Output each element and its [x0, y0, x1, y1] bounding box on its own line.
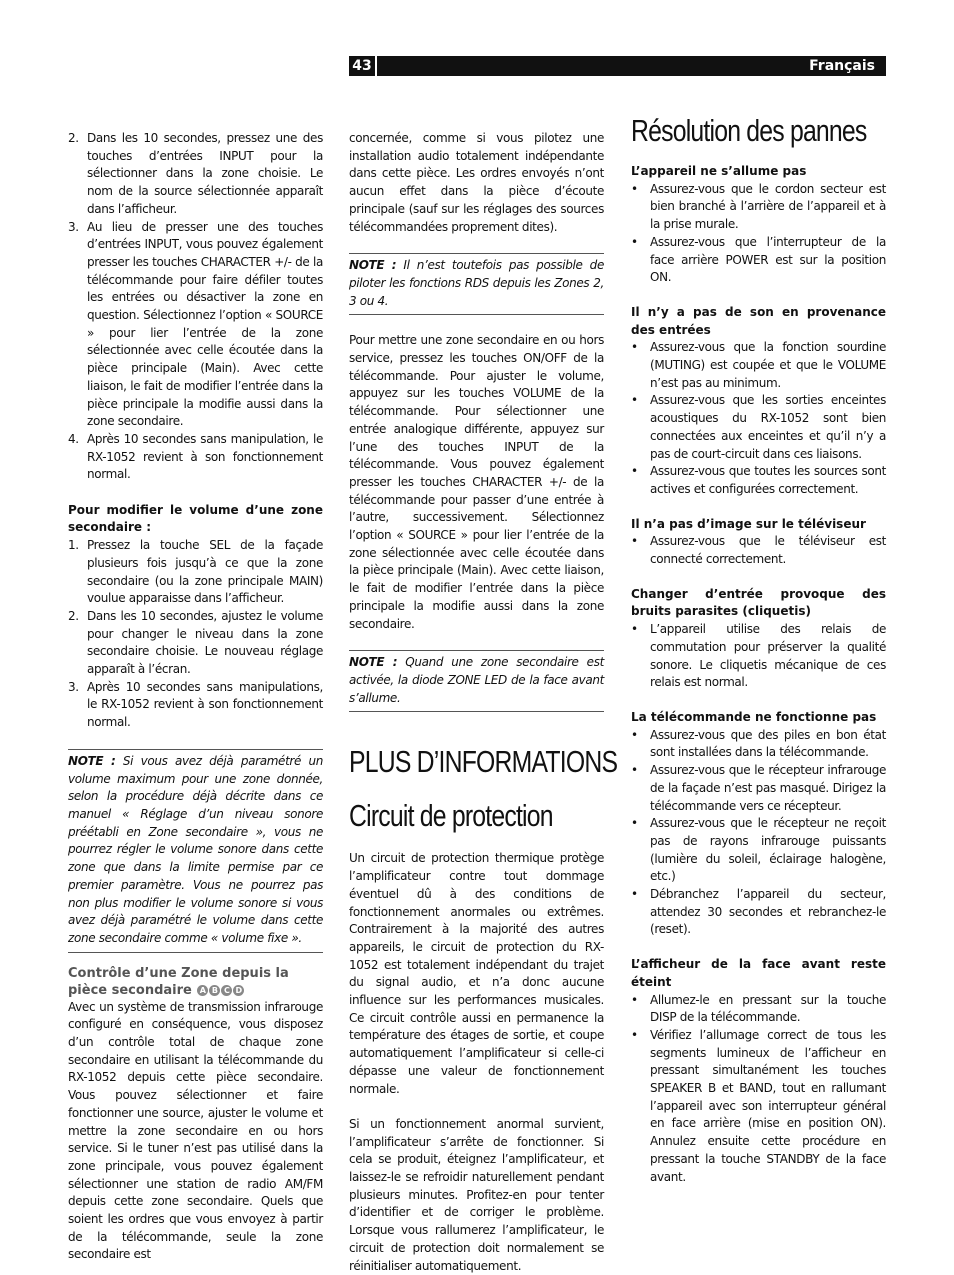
list-item: 2. Dans les 10 secondes, ajustez le volume pour changer le niveau dans la zone secondaire choisie. Le nouveau réglage apparaît à l’écran. [68, 608, 323, 677]
continuation-paragraph: concernée, comme si vous pilotez une installation audio totalement indépendante dans cette pièce. Les ordres envoyés n’ont aucun effet dans la pièce d’écoute principale (sauf sur les réglages des sources télécommandées proprement dites). [349, 131, 604, 234]
control-heading: Contrôle d’une Zone depuis la pièce secondaire A B C D [68, 965, 289, 998]
control-paragraph: Avec un système de transmission infrarouge configuré en conséquence, vous disposez d’un contrôle total de chaque zone secondaire en utilisant la télécommande du RX-1052 depuis cette pièce secondaire. Vous pouvez sélectionner et faire fonctionner une source, ajuster le volume et mettre la zone secondaire en ou hors service. Si le tuner n’est pas utilisé dans la zone principale, vous pouvez également sélectionner une station de radio AM/FM depuis cette zone secondaire. Quels que soient les ordres que vous envoyez à partir de la télécommande, seule la zone secondaire est [68, 999, 323, 1262]
troubleshooting-title: Résolution des pannes [631, 113, 867, 148]
bullet-list [631, 339, 886, 498]
bullet-list [631, 181, 886, 287]
list-item: 3. Au lieu de presser une des touches d’entrées INPUT, vous pouvez également presser les touches CHARACTER +/- de la télécommande pour faire défiler toutes les entrées ou désactiver la zone en question. Sélectionnez l’option « SOURCE » pour lier l’entrée de la zone sélectionnée avec celle écoutée dans la pièce principale (Main). Avec cette liaison, le fait de modifier l’entrée dans la pièce principale la modifie aussi dans la zone secondaire. [68, 219, 323, 429]
zone-steps-list [68, 130, 323, 484]
list-item: • Débranchez l’appareil du secteur, attendez 30 secondes et rebranchez-le (reset). [631, 887, 886, 937]
bullet-list [631, 727, 886, 939]
onoff-paragraph: Pour mettre une zone secondaire en ou hors service, pressez les touches ON/OFF de la télécommande. Pour ajuster le volume, appuyez sur les touches VOLUME de la télécommande. Pour sélectionner une entrée analogique différente, appuyez sur l’une des touches INPUT de la télécommande. Vous pouvez également presser les touches CHARACTER +/- de la télécommande pour passer d’une entrée à l’autre, successivement. Sélectionnez l’option « SOURCE » pour lier l’entrée de la zone sélectionnée avec celle écoutée dans la pièce principale (Main). Avec cette liaison, le fait de modifier l’entrée dans la pièce principale la modifie aussi dans la zone secondaire. [349, 333, 604, 631]
list-item: 3. Après 10 secondes sans manipulations, le RX-1052 revient à son fonctionnement normal. [68, 679, 323, 730]
volume-note: NOTE : Si vous avez déjà paramétré un volume maximum pour une zone donnée, selon la procédure déjà décrite dans ce manuel « Réglage d’un niveau sonore préétabli en Zone secondaire », vous ne pourrez régler le volume sonore dans cette zone que dans la limite permise par ce premier paramètre. Vous ne pourrez pas non plus modifier le volume sonore si vous avez déjà paramétré le volume dans cette zone secondaire comme « volume fixe ». [68, 749, 323, 953]
more-info-title: PLUS D’INFORMATIONS [349, 744, 618, 780]
column-3 [631, 112, 886, 1186]
protection-title: Circuit de protection [349, 798, 553, 834]
list-item: 4. Après 10 secondes sans manipulation, le RX-1052 revient à son fonctionnement normal. [68, 431, 323, 482]
bullet-list [631, 533, 886, 568]
bullet-list [631, 621, 886, 692]
zone-led-note: NOTE : Quand une zone secondaire est activée, la diode ZONE LED de la face avant s’allume. [349, 650, 604, 712]
protection-paragraph-2: Si un fonctionnement anormal survient, l’amplificateur s’arrête de fonctionner. Si cela se produit, éteignez l’amplificateur, et laissez-le se refroidir naturellement pendant plusieurs minutes. Profitez-en pour tenter d’identifier et de corriger le problème. Lorsque vous rallumerez l’amplificateur, le circuit de protection doit normalement se réinitialiser automatiquement. [349, 1116, 604, 1273]
list-item: 2. Dans les 10 secondes, pressez une des touches d’entrées INPUT pour la sélectionner dans la zone choisie. Le nom de la source sélectionnée apparaît dans l’afficheur. [68, 131, 323, 216]
list-item: • Assurez-vous que les sorties enceintes acoustiques du RX-1052 sont bien connectées aux enceintes et qu’il n’y a pas de court-circuit dans ces liaisons. [631, 393, 886, 461]
section-heading: Il n’a pas d’image sur le téléviseur [631, 516, 866, 531]
section-heading: La télécommande ne fonctionne pas [631, 709, 877, 724]
list-item: • Assurez-vous que le récepteur infrarouge de la façade n’est pas masqué. Dirigez la télécommande vers ce récepteur. [631, 763, 886, 813]
list-item: • Assurez-vous que des piles en bon état sont installées dans la télécommande. [631, 727, 886, 760]
list-item: • Assurez-vous que la fonction sourdine (MUTING) est coupée et que le VOLUME n’est pas au minimum. [631, 340, 886, 390]
list-item: • Assurez-vous que le récepteur ne reçoit pas de rayons infrarouge puissants (lumière du soleil, éclairage halogène, etc.) [631, 816, 886, 884]
zone-badges: A B C D [196, 983, 244, 998]
section-heading: L’afficheur de la face avant reste éteint [631, 957, 886, 989]
list-item: • Assurez-vous que toutes les sources sont actives et configurées correctement. [631, 464, 886, 496]
volume-heading: Pour modifier le volume d’une zone secondaire : [68, 502, 323, 535]
list-item: 1. Pressez la touche SEL de la façade plusieurs fois jusqu’à ce que la zone secondaire (ou la zone principale MAIN) voulue apparaisse dans l’afficheur. [68, 538, 323, 606]
bullet-list [631, 992, 886, 1187]
list-item: • Allumez-le en pressant sur la touche DISP de la télécommande. [631, 992, 886, 1025]
list-item: • L’appareil utilise des relais de commutation pour préserver la qualité sonore. Le cliquetis mécanique de ces relais est normal. [631, 622, 886, 690]
section-heading: Changer d’entrée provoque des bruits parasites (cliquetis) [631, 586, 886, 619]
list-item: • Assurez-vous que le téléviseur est connecté correctement. [631, 534, 886, 567]
page-number: 43 [349, 56, 375, 76]
list-item: • Assurez-vous que l’interrupteur de la face arrière POWER est sur la position ON. [631, 234, 886, 285]
list-item: • Vérifiez l’allumage correct de tous les segments lumineux de l’afficheur en pressant simultanément les touches SPEAKER B et BAND, tout en rallumant l’appareil avec son interrupteur général en face arrière (mise en position ON). Annulez ensuite cette procédure en pressant la touche STANDBY de la face avant. [631, 1027, 886, 1184]
protection-paragraph-1: Un circuit de protection thermique protège l’amplificateur contre tout dommage éventuel dû à des conditions de fonctionnement anormales ou extrêmes. Contrairement à la majorité des autres appareils, le circuit de protection du RX-1052 est totalement indépendant du trajet du signal audio, et n’a donc aucune influence sur les performances musicales. Ce circuit contrôle aussi en permanence la température des étages de sortie, et coupe automatiquement l’amplificateur si celle-ci dépasse une valeur de fonctionnement normale. [349, 851, 604, 1096]
volume-steps-list [68, 537, 323, 732]
language-label: Français [377, 56, 886, 76]
list-item: • Assurez-vous que le cordon secteur est bien branché à l’arrière de l’appareil et à la prise murale. [631, 181, 886, 232]
section-heading: L’appareil ne s’allume pas [631, 164, 807, 178]
column-1 [68, 130, 323, 1264]
column-2 [349, 130, 618, 1275]
section-heading: Il n’y a pas de son en provenance des entrées [631, 304, 886, 337]
rds-note: NOTE : Il n’est toutefois pas possible de piloter les fonctions RDS depuis les Zones 2, 3 ou 4. [349, 253, 604, 315]
